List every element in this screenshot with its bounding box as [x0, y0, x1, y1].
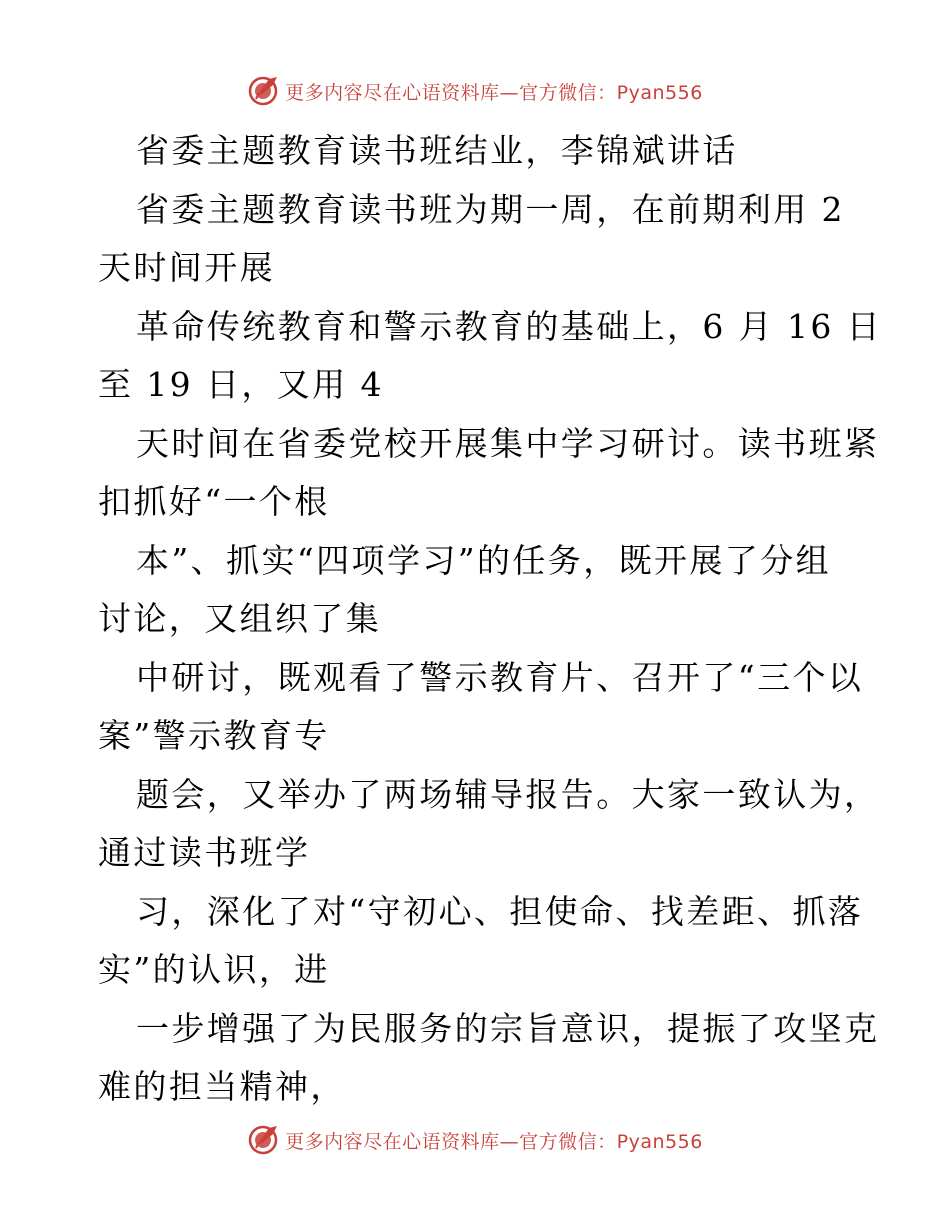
text-line: 省委主题教育读书班为期一周，在前期利用 2	[136, 189, 845, 229]
document-body	[98, 122, 883, 1117]
text-line: 本”、抓实“四项学习”的任务，既开展了分组	[136, 540, 832, 580]
text-line: 天时间在省委党校开展集中学习研讨。读书班紧	[136, 423, 880, 463]
text-line: 实”的认识，进	[98, 950, 330, 989]
header-banner	[0, 71, 950, 111]
text-line: 通过读书班学	[98, 833, 311, 872]
text-line: 省委主题教育读书班结业，李锦斌讲话	[136, 131, 738, 170]
text-line: 习，深化了对“守初心、担使命、找差距、抓落	[136, 891, 864, 931]
footer-banner	[0, 1120, 950, 1160]
text-line: 难的担当精神，	[98, 1067, 346, 1106]
text-line: 天时间开展	[98, 248, 275, 287]
quill-seal-icon	[247, 75, 279, 107]
text-line: 讨论，又组织了集	[98, 599, 382, 638]
text-line: 扣抓好“一个根	[98, 482, 330, 521]
text-line: 革命传统教育和警示教育的基础上，6 月 16 日	[136, 306, 883, 346]
footer-banner-text: 更多内容尽在心语资料库—官方微信：Pyan556	[285, 1130, 703, 1153]
text-line: 题会，又举办了两场辅导报告。大家一致认为，	[136, 774, 880, 814]
text-line: 案”警示教育专	[98, 716, 330, 755]
text-line: 一步增强了为民服务的宗旨意识，提振了攻坚克	[136, 1008, 880, 1048]
header-banner-text: 更多内容尽在心语资料库—官方微信：Pyan556	[285, 81, 703, 104]
text-line: 中研讨，既观看了警示教育片、召开了“三个以	[136, 657, 864, 697]
text-line: 至 19 日，又用 4	[98, 365, 384, 404]
quill-seal-icon	[247, 1124, 279, 1156]
